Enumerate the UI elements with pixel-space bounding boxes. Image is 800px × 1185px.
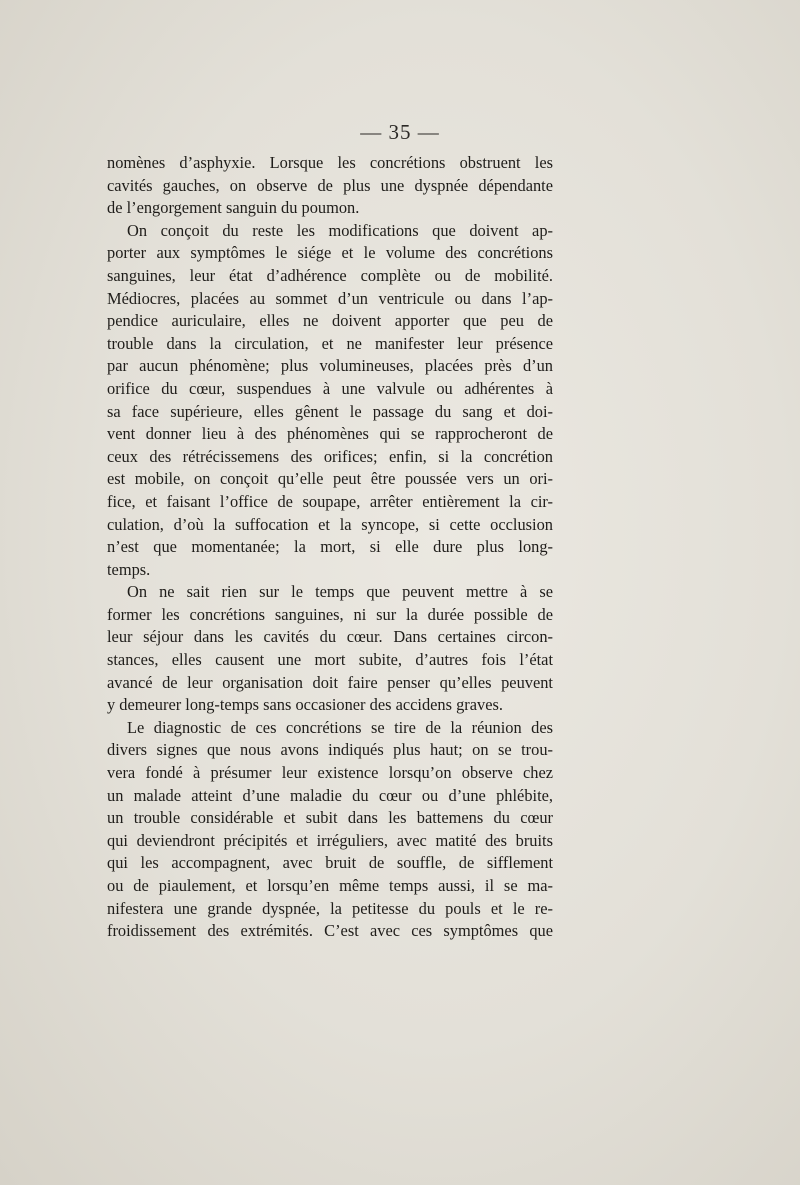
text-line: Le diagnostic de ces concrétions se tire de la réunion des [127, 717, 553, 737]
text-line: avancé de leur organisation doit faire penser qu’elles peuvent [107, 672, 553, 692]
text-line: culation, d’où la suffocation et la syncope, si cette occlusion [107, 514, 553, 534]
page-number: — 35 — [360, 120, 440, 144]
text-line: former les concrétions sanguines, ni sur la durée possible de [107, 604, 553, 624]
text-line: On conçoit du reste les modifications que doivent ap- [127, 220, 553, 240]
text-line: qui deviendront précipités et irréguliers, avec matité des bruits [107, 830, 553, 850]
text-line: fice, et faisant l’office de soupape, arrêter entièrement la cir- [107, 491, 553, 511]
text-line: froidissement des extrémités. C’est avec ces symptômes que [107, 921, 553, 941]
text-line: orifice du cœur, suspendues à une valvule ou adhérentes à [107, 378, 553, 398]
text-line: un trouble considérable et subit dans les battemens du cœur [107, 808, 553, 828]
text-line: pendice auriculaire, elles ne doivent apporter que peu de [107, 311, 553, 331]
text-line: sanguines, leur état d’adhérence complète ou de mobilité. [107, 265, 553, 285]
body-text [107, 152, 553, 943]
text-line: ceux des rétrécissemens des orifices; enfin, si la concrétion [107, 446, 553, 466]
text-line: porter aux symptômes le siége et le volume des concrétions [107, 243, 553, 263]
text-line: cavités gauches, on observe de plus une dyspnée dépendante [107, 175, 553, 195]
text-line: nomènes d’asphyxie. Lorsque les concrétions obstruent les [107, 153, 553, 172]
text-line: Médiocres, placées au sommet d’un ventricule ou dans l’ap- [107, 288, 553, 308]
text-line: nifestera une grande dyspnée, la petitesse du pouls et le re- [107, 898, 553, 918]
text-line: On ne sait rien sur le temps que peuvent mettre à se [127, 582, 553, 602]
text-line: y demeurer long-temps sans occasioner des accidens graves. [107, 695, 503, 715]
text-line: un malade atteint d’une maladie du cœur ou d’une phlébite, [107, 785, 553, 805]
text-line: par aucun phénomène; plus volumineuses, placées près d’un [107, 356, 553, 376]
text-line: leur séjour dans les cavités du cœur. Dans certaines circon- [107, 627, 553, 647]
text-line: n’est que momentanée; la mort, si elle dure plus long- [107, 537, 553, 557]
text-line: vera fondé à présumer leur existence lorsqu’on observe chez [107, 763, 553, 783]
text-line: sa face supérieure, elles gênent le passage du sang et doi- [107, 401, 553, 421]
text-line: ou de piaulement, et lorsqu’en même temps aussi, il se ma- [107, 876, 553, 895]
text-line: est mobile, on conçoit qu’elle peut être poussée vers un ori- [107, 469, 553, 489]
text-line: vent donner lieu à des phénomènes qui se rapprocheront de [107, 424, 553, 444]
text-line: temps. [107, 559, 151, 579]
text-line: divers signes que nous avons indiqués plus haut; on se trou- [107, 740, 553, 760]
text-line: trouble dans la circulation, et ne manifester leur présence [107, 333, 553, 353]
text-line: stances, elles causent une mort subite, d’autres fois l’état [107, 650, 553, 670]
text-line: qui les accompagnent, avec bruit de souffle, de sifflement [107, 853, 553, 873]
text-line: de l’engorgement sanguin du poumon. [107, 198, 360, 218]
